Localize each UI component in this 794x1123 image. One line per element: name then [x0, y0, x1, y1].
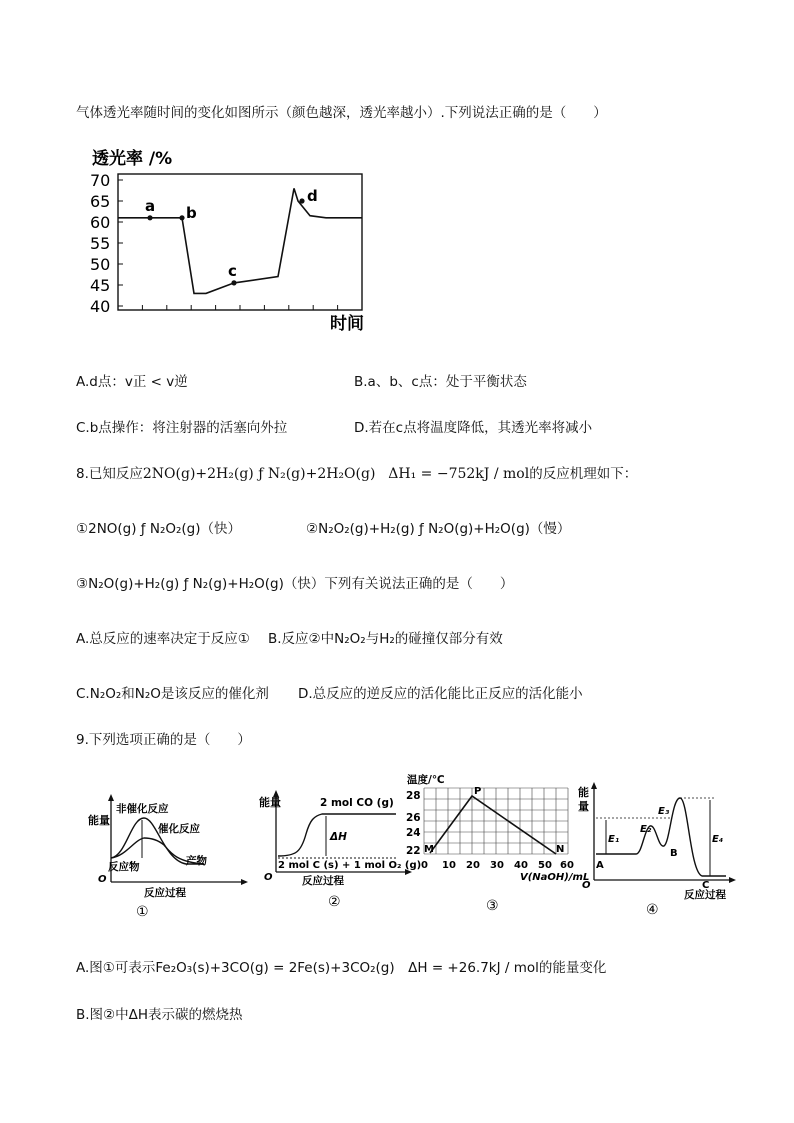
q8-option-B: B.反应②中N₂O₂与H₂的碰撞仅部分有效 [268, 631, 503, 647]
q8-option-A: A.总反应的速率决定于反应① [76, 631, 250, 647]
fig4-ylabel-1: 能 [578, 786, 589, 799]
fig3-xtick-50: 50 [538, 860, 552, 871]
q9-figure-3 [404, 770, 590, 920]
q9-stem: 9.下列选项正确的是（ ） [76, 732, 251, 748]
point-marker-a [147, 215, 152, 220]
q7-option-A: A.d点：v正 < v逆 [76, 374, 188, 390]
ytick-label: 70 [90, 171, 111, 190]
fig2-lower: 2 mol C (s) + 1 mol O₂ (g) [278, 860, 422, 871]
fig3-xtick-0: 0 [421, 860, 428, 871]
ytick-label: 40 [90, 297, 111, 316]
q8-option-D: D.总反应的逆反应的活化能比正反应的活化能小 [298, 686, 583, 702]
q8-stem-prefix: 8.已知反应 [76, 466, 143, 482]
fig3-ytick-22: 22 [406, 845, 421, 857]
fig1-reactant: 反应物 [108, 861, 140, 873]
q8-step2: ②N₂O₂(g)+H₂(g) ƒ N₂O(g)+H₂O(g)（慢） [306, 521, 571, 537]
fig3-number: ③ [486, 898, 499, 914]
fig4-e1: E₁ [608, 834, 620, 845]
point-label-b: b [186, 203, 197, 222]
transmittance-chart [86, 144, 386, 334]
fig3-xtick-10: 10 [442, 860, 456, 871]
fig1-number: ① [136, 904, 149, 920]
q8-total-reaction: 2NO(g)+2H₂(g) ƒ N₂(g)+2H₂O(g) [142, 466, 376, 482]
fig3-point-m: M [424, 844, 434, 855]
ytick-label: 65 [90, 192, 111, 211]
fig2-xlabel: 反应过程 [302, 875, 344, 887]
fig3-xtick-20: 20 [466, 860, 480, 871]
q8-stem [76, 462, 637, 482]
q8-step3: ③N₂O(g)+H₂(g) ƒ N₂(g)+H₂O(g)（快）下列有关说法正确的是（ ） [76, 576, 514, 592]
fig2-number: ② [328, 894, 341, 910]
ytick-label: 55 [90, 234, 111, 253]
point-label-d: d [307, 187, 318, 205]
fig3-xlabel: V(NaOH)/mL [520, 872, 590, 883]
chart-frame [118, 174, 362, 310]
fig3-xtick-60: 60 [560, 860, 574, 871]
chart-xlabel: 时间 [330, 314, 364, 334]
fig4-ylabel-2: 量 [578, 800, 589, 813]
q9-figure-2 [256, 786, 422, 916]
fig3-point-n: N [556, 844, 565, 855]
q9-figure-4 [576, 772, 742, 922]
fig3-xtick-30: 30 [490, 860, 504, 871]
point-label-a: a [145, 196, 156, 215]
q8-delta-h: ΔH₁ = −752kJ / mol [388, 466, 530, 482]
fig1-uncat-label: 非催化反应 [116, 803, 169, 815]
q7-option-B: B.a、b、c点：处于平衡状态 [354, 374, 527, 390]
fig1-product: 产物 [186, 855, 207, 867]
fig4-point-b: B [670, 848, 678, 859]
point-marker-c [231, 280, 236, 285]
q9-figure-1 [86, 790, 256, 920]
fig3-xtick-40: 40 [514, 860, 528, 871]
point-label-c: c [228, 261, 237, 280]
q7-stem: 气体透光率随时间的变化如图所示（颜色越深，透光率越小）.下列说法正确的是（ ） [76, 105, 607, 121]
fig4-e4: E₄ [712, 834, 724, 845]
fig4-origin: O [582, 880, 591, 891]
fig3-line [430, 796, 556, 854]
q8-step1: ①2NO(g) ƒ N₂O₂(g)（快） [76, 521, 242, 537]
fig2-upper: 2 mol CO (g) [320, 797, 394, 809]
fig4-xlabel: 反应过程 [684, 889, 726, 901]
point-marker-b [179, 215, 184, 220]
fig1-ylabel: 能量 [88, 814, 110, 827]
fig3-ytick-24: 24 [406, 827, 421, 839]
fig4-number: ④ [646, 902, 659, 918]
chart-ylabel: 透光率 /% [92, 149, 173, 169]
ytick-label: 45 [90, 276, 111, 295]
fig3-ylabel: 温度/℃ [407, 774, 445, 786]
fig4-point-a: A [596, 860, 604, 871]
q8-stem-suffix: 的反应机理如下： [529, 466, 638, 482]
fig3-point-p: P [474, 786, 482, 797]
fig1-cat-label: 催化反应 [158, 823, 200, 835]
fig4-e2: E₂ [640, 824, 652, 835]
point-marker-d [299, 198, 304, 203]
fig2-ylabel: 能量 [259, 796, 281, 809]
fig2-origin: O [264, 872, 273, 883]
ytick-label: 60 [90, 213, 111, 232]
q7-option-D: D.若在c点将温度降低，其透光率将减小 [354, 420, 593, 436]
fig3-ytick-26: 26 [406, 812, 421, 824]
ytick-label: 50 [90, 255, 111, 274]
q7-option-C: C.b点操作：将注射器的活塞向外拉 [76, 420, 288, 436]
q9-option-A: A.图①可表示Fe₂O₃(s)+3CO(g) = 2Fe(s)+3CO₂(g) ΔH = +26.7kJ / mol的能量变化 [76, 960, 607, 976]
q9-option-B: B.图②中ΔH表示碳的燃烧热 [76, 1007, 243, 1023]
fig4-point-c: C [702, 880, 710, 891]
q8-option-C: C.N₂O₂和N₂O是该反应的催化剂 [76, 686, 269, 702]
fig3-ytick-28: 28 [406, 790, 421, 802]
fig1-origin: O [98, 874, 107, 885]
fig2-dh: ΔH [330, 831, 347, 843]
fig1-xlabel: 反应过程 [144, 887, 186, 899]
fig4-e3: E₃ [658, 806, 670, 817]
